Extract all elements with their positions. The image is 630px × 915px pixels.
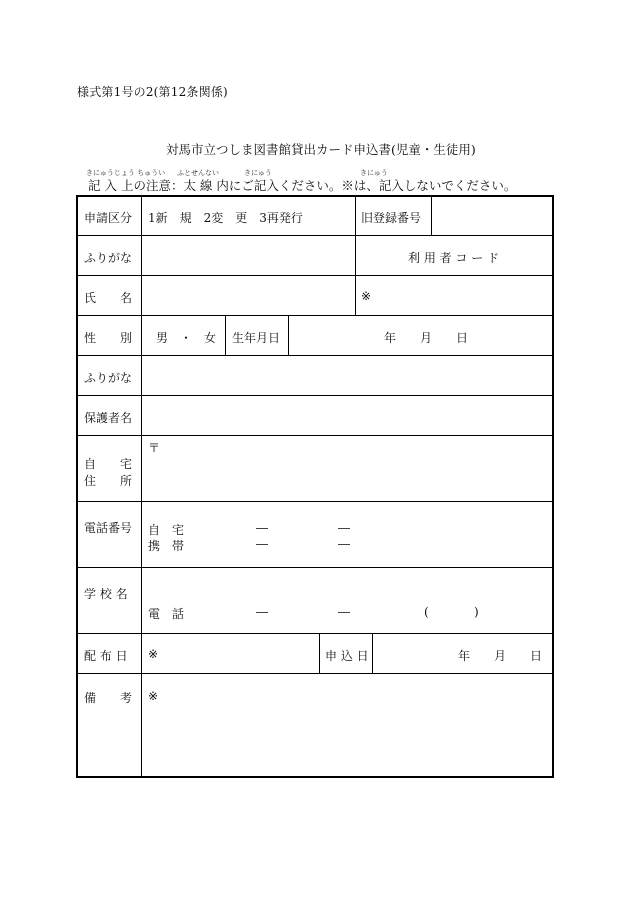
school-name-label: 学 校 名 — [84, 587, 128, 601]
home-phone-dash-1: ― — [256, 521, 268, 535]
row-divider — [78, 395, 552, 396]
mobile-phone-dash-2: ― — [338, 537, 350, 551]
ruby-kinyu-1: きにゅう — [244, 169, 272, 177]
application-type-options[interactable]: 1新 規 2変 更 3再発行 — [148, 211, 303, 225]
application-date-label: 申 込 日 — [325, 649, 369, 663]
old-registration-number-label: 旧登録番号 — [361, 211, 422, 225]
row-divider — [78, 673, 552, 674]
document-title: 対馬市立つしま図書館貸出カード申込書(児童・生徒用) — [166, 142, 476, 157]
school-phone-dash-2: ― — [338, 605, 350, 619]
user-code-label: 利 用 者 コ ー ド — [408, 251, 500, 265]
birth-date-label: 生年月日 — [232, 331, 281, 345]
application-type-label: 申請区分 — [84, 211, 133, 225]
home-phone-label: 自 宅 — [148, 523, 185, 537]
column-divider — [288, 315, 289, 355]
column-divider — [225, 315, 226, 355]
form-number: 様式第1号の2(第12条関係) — [77, 85, 228, 99]
remarks-label: 備 考 — [84, 691, 133, 705]
column-divider — [355, 197, 356, 235]
phone-label: 電話番号 — [84, 521, 133, 535]
guardian-furigana-label: ふりがな — [84, 371, 133, 385]
entry-notice: 記 入 上の注意：太 線 内にご記入ください。※は、記入しないでください。 — [88, 178, 517, 193]
row-divider — [78, 435, 552, 436]
row-divider — [78, 355, 552, 356]
school-phone-dash-1: ― — [256, 605, 268, 619]
remarks-office-mark: ※ — [148, 689, 159, 703]
column-divider — [372, 633, 373, 673]
extension-paren-open: ( — [424, 605, 429, 619]
home-phone-dash-2: ― — [338, 521, 350, 535]
row-divider — [78, 501, 552, 502]
distribution-date-label: 配 布 日 — [84, 649, 128, 663]
extension-paren-close: ) — [474, 605, 479, 619]
column-divider — [319, 633, 320, 673]
address-label-line2: 住 所 — [84, 474, 133, 488]
label-column-divider — [141, 197, 142, 776]
ruby-kinyu-2: きにゅう — [360, 169, 388, 177]
mobile-phone-dash-1: ― — [256, 537, 268, 551]
guardian-name-label: 保護者名 — [84, 411, 133, 425]
column-divider — [355, 275, 356, 315]
row-divider — [78, 275, 552, 276]
gender-options[interactable]: 男 ・ 女 — [156, 331, 217, 345]
furigana-label: ふりがな — [84, 251, 133, 265]
birth-date-field[interactable]: 年 月 日 — [384, 331, 469, 345]
row-divider — [78, 567, 552, 568]
ruby-kinyu-jou-no-chuui: きにゅうじょう ちゅうい — [86, 169, 166, 177]
column-divider — [431, 197, 432, 235]
row-divider — [78, 633, 552, 634]
application-date-field[interactable]: 年 月 日 — [458, 649, 543, 663]
mobile-phone-label: 携 帯 — [148, 539, 185, 553]
gender-label: 性 別 — [84, 331, 133, 345]
column-divider — [355, 235, 356, 275]
address-label-line1: 自 宅 — [84, 457, 133, 471]
user-code-office-mark: ※ — [361, 289, 372, 303]
row-divider — [78, 235, 552, 236]
school-phone-label: 電 話 — [148, 607, 185, 621]
row-divider — [78, 315, 552, 316]
distribution-office-mark: ※ — [148, 647, 159, 661]
ruby-futosen-nai: ふとせんない — [177, 169, 219, 177]
application-form-table — [76, 195, 554, 778]
postal-mark: 〒 — [148, 441, 161, 455]
name-label: 氏 名 — [84, 291, 133, 305]
